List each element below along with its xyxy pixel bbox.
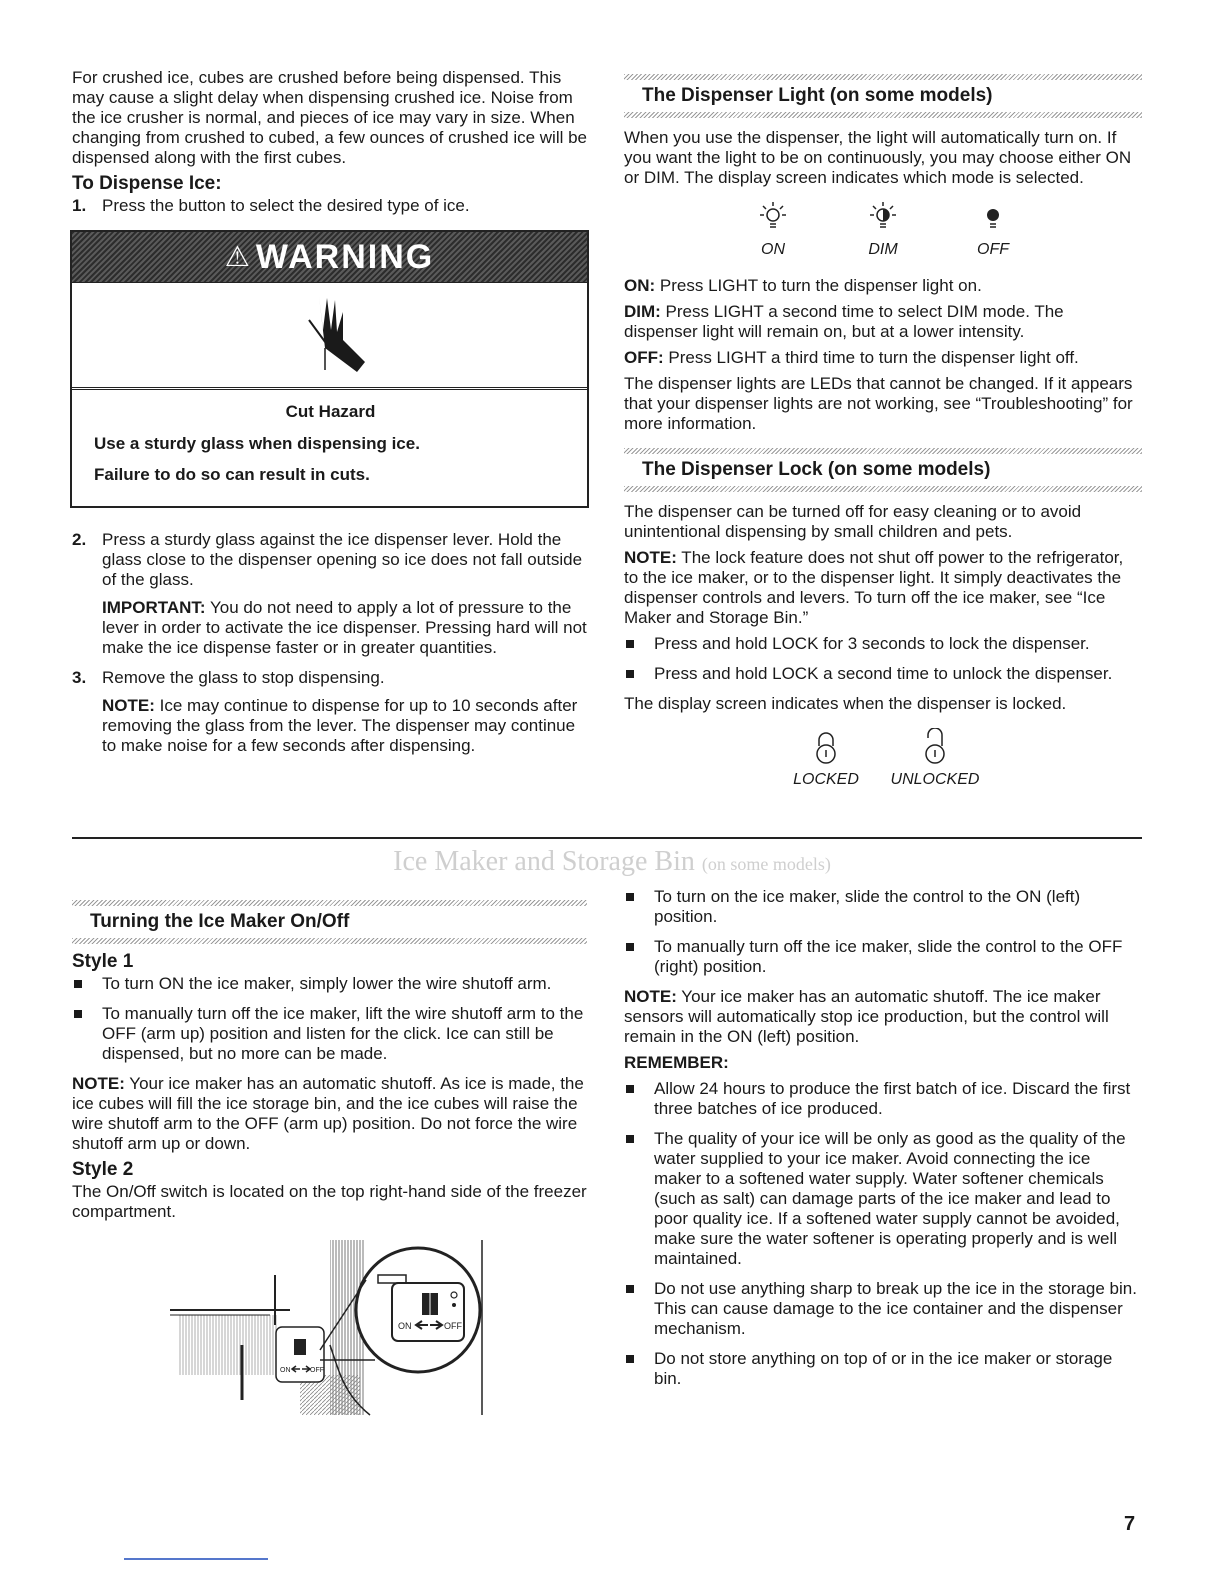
hatch-divider	[624, 486, 1142, 492]
note-text: Your ice maker has an automatic shutoff. The ice maker sensors will automatically stop ice production, but the control will remain in the ON (left) position.	[624, 987, 1109, 1046]
page-number: 7	[1124, 1513, 1136, 1535]
section-title-text: Ice Maker and Storage Bin	[393, 846, 695, 877]
diagram-off-large: OFF	[444, 1321, 462, 1331]
note-text: Your ice maker has an automatic shutoff. As ice is made, the ice cubes will fill the ice storage bin, and the ice cubes will raise the wire shutoff arm to the OFF (arm up) position. Do not force the wire shutoff arm up or down.	[72, 1074, 584, 1153]
dispenser-lock-title: The Dispenser Lock (on some models)	[642, 459, 991, 480]
light-dim-icon	[868, 200, 898, 236]
ice-maker-switch-diagram	[170, 1235, 490, 1420]
auto-shutoff-note	[624, 987, 1142, 1047]
style-1-heading: Style 1	[72, 951, 134, 972]
style-1-bullet: To manually turn off the ice maker, lift the wire shutoff arm to the OFF (arm up) position and listen for the click. Ice can still be dispensed, but no more can be made.	[72, 1004, 587, 1064]
note-text: Ice may continue to dispense for up to 10 seconds after removing the glass from the lever. The dispenser may continue to make noise for a few seconds after dispensing.	[102, 696, 578, 755]
switch-bullet: To manually turn off the ice maker, slide the control to the OFF (right) position.	[624, 937, 1142, 977]
lock-display-note: The display screen indicates when the dispenser is locked.	[624, 694, 1067, 713]
important-label: IMPORTANT:	[102, 598, 206, 617]
remember-bullet: The quality of your ice will be only as good as the quality of the water supplied to your ice maker. Avoid connecting the ice maker to a softened water supply. Water softener chemicals (such as salt) can damage parts of the ice maker and lead to poor quality ice. If a softened water supply cannot be avoided, make sure the water softener is operating properly and is well maintained.	[624, 1129, 1142, 1269]
remember-bullet: Do not store anything on top of or in the ice maker or storage bin.	[624, 1349, 1142, 1389]
locked-icon	[811, 728, 841, 766]
left-top-column	[72, 68, 587, 766]
off-text: Press LIGHT a third time to turn the dispenser light off.	[663, 348, 1079, 367]
light-off-label: OFF	[977, 241, 1009, 258]
diagram-on-small: ON	[280, 1367, 291, 1374]
lock-icons	[624, 728, 1142, 790]
cut-hazard-area	[72, 282, 587, 390]
right-bottom-column	[624, 887, 1142, 1399]
step-3-text: Remove the glass to stop dispensing.	[102, 668, 385, 687]
to-dispense-ice-heading: To Dispense Ice:	[72, 173, 222, 194]
lock-bullet: Press and hold LOCK for 3 seconds to lock the dispenser.	[624, 634, 1142, 654]
warning-box	[70, 230, 589, 508]
note-label: NOTE:	[102, 696, 155, 715]
warning-banner-text: WARNING	[255, 238, 435, 276]
locked-label: LOCKED	[793, 771, 859, 788]
step-2-text: Press a sturdy glass against the ice dispenser lever. Hold the glass close to the dispenser opening so ice does not fall outside of the glass.	[102, 530, 583, 589]
switch-bullet: To turn on the ice maker, slide the control to the ON (left) position.	[624, 887, 1142, 927]
on-text: Press LIGHT to turn the dispenser light on.	[655, 276, 982, 295]
warning-line-2: Failure to do so can result in cuts.	[94, 465, 370, 484]
light-dim-label: DIM	[868, 241, 898, 258]
cut-hazard-label: Cut Hazard	[285, 402, 376, 421]
leds-note: The dispenser lights are LEDs that cannot be changed. If it appears that your dispenser lights are not working, see “Troubleshooting” for more information.	[624, 374, 1133, 433]
light-on	[738, 200, 808, 260]
remember-heading: REMEMBER:	[624, 1053, 729, 1072]
cut-hand-icon	[285, 290, 375, 380]
diagram-on-large: ON	[398, 1321, 412, 1331]
light-off-icon	[978, 200, 1008, 236]
dim-text: Press LIGHT a second time to select DIM mode. The dispenser light will remain on, but at a lower intensity.	[624, 302, 1064, 341]
footer-link-rule	[124, 1558, 268, 1560]
lock-bullet: Press and hold LOCK a second time to unlock the dispenser.	[624, 664, 1142, 684]
note-label: NOTE:	[72, 1074, 125, 1093]
note-label: NOTE:	[624, 987, 677, 1006]
ice-maker-section-title	[0, 846, 1224, 877]
section-subtitle: (on some models)	[701, 854, 831, 874]
turning-ice-maker-title: Turning the Ice Maker On/Off	[90, 911, 350, 932]
light-off	[958, 200, 1028, 260]
hatch-divider	[72, 938, 587, 944]
style-1-note	[72, 1074, 587, 1154]
light-off-description	[624, 348, 1142, 368]
style-1-bullet: To turn ON the ice maker, simply lower the wire shutoff arm.	[72, 974, 587, 994]
style-2-text: The On/Off switch is located on the top right-hand side of the freezer compartment.	[72, 1182, 587, 1221]
warning-text	[72, 390, 587, 506]
remember-bullet: Allow 24 hours to produce the first batch of ice. Discard the first three batches of ice produced.	[624, 1079, 1142, 1119]
hatch-divider	[624, 112, 1142, 118]
diagram-off-small: OFF	[310, 1367, 324, 1374]
warning-triangle-icon: ⚠	[224, 241, 252, 272]
lock-note-text: The lock feature does not shut off power to the refrigerator, to the ice maker, or to the dispenser light. It simply deactivates the dispenser controls and levers. To turn off the ice maker, see “Ice Maker and Storage Bin.”	[624, 548, 1124, 627]
important-note	[72, 598, 587, 658]
step-3-note	[72, 696, 587, 756]
light-mode-icons	[624, 200, 1142, 260]
on-label: ON:	[624, 276, 656, 295]
step-1-text: Press the button to select the desired type of ice.	[102, 196, 470, 215]
unlocked-icon	[920, 728, 950, 766]
important-text: You do not need to apply a lot of pressure to the lever in order to activate the ice dispenser. Pressing hard will not make the ice dispense faster or in greater quantities.	[102, 598, 587, 657]
off-label: OFF:	[624, 348, 664, 367]
light-on-description	[624, 276, 1142, 296]
step-2-number: 2.	[72, 530, 87, 549]
light-on-label: ON	[761, 241, 785, 258]
lock-note-label: NOTE:	[624, 548, 677, 567]
step-1	[72, 196, 587, 216]
right-top-column	[624, 74, 1142, 790]
warning-line-1: Use a sturdy glass when dispensing ice.	[94, 434, 420, 453]
unlocked-label: UNLOCKED	[890, 771, 980, 788]
step-3	[72, 668, 587, 688]
light-dim	[848, 200, 918, 260]
lock-intro: The dispenser can be turned off for easy cleaning or to avoid unintentional dispensing by small children and pets.	[624, 502, 1082, 541]
lock-note	[624, 548, 1142, 628]
step-1-number: 1.	[72, 196, 87, 215]
unlocked	[890, 728, 980, 790]
left-bottom-column	[72, 900, 587, 1228]
step-3-number: 3.	[72, 668, 87, 687]
dispenser-light-title: The Dispenser Light (on some models)	[642, 85, 993, 106]
light-dim-description	[624, 302, 1142, 342]
light-on-icon	[758, 200, 788, 236]
crushed-ice-intro: For crushed ice, cubes are crushed before being dispensed. This may cause a slight delay when dispensing crushed ice. Noise from the ice crusher is normal, and pieces of ice may vary in size. When changing from crushed to cubed, a few ounces of crushed ice will be dispensed along with the first cubes.	[72, 68, 588, 167]
step-2	[72, 530, 587, 590]
light-intro: When you use the dispenser, the light will automatically turn on. If you want the light to be on continuously, you may choose either ON or DIM. The display screen indicates which mode is selected.	[624, 128, 1132, 187]
section-rule	[72, 837, 1142, 839]
style-2-heading: Style 2	[72, 1159, 134, 1180]
dim-label: DIM:	[624, 302, 661, 321]
remember-bullet: Do not use anything sharp to break up the ice in the storage bin. This can cause damage to the ice container and the dispenser mechanism.	[624, 1279, 1142, 1339]
locked	[786, 728, 866, 790]
warning-banner	[72, 232, 587, 282]
